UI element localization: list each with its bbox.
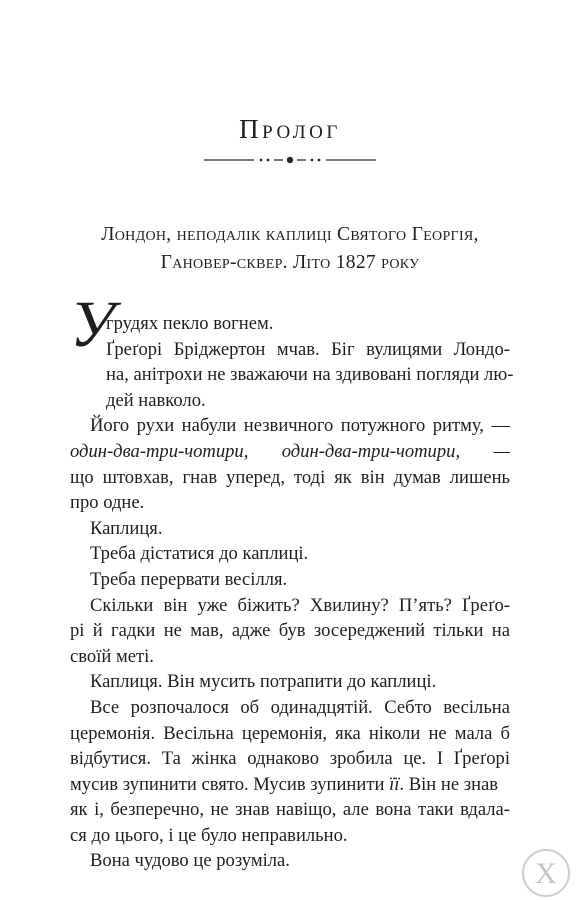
- text-line: [70, 772, 510, 798]
- text-line: церемонія. Весільна церемонія, яка ніколи не мала б: [70, 722, 510, 744]
- text-line: Ґреґорі Бріджертон мчав. Біг вулицями Лондо-: [106, 338, 510, 360]
- text-line: Його рухи набули незвичного потужного ритму, —: [90, 415, 510, 437]
- text-line: дей навколо.: [106, 389, 206, 411]
- location-line: Лондон, неподалік каплиці Святого Георгія,: [101, 224, 479, 245]
- text-line: що штовхав, гнав уперед, тоді як він думав лишень: [70, 466, 510, 488]
- drop-cap: У: [70, 288, 115, 361]
- text-line: Треба перервати весілля.: [90, 568, 288, 590]
- text-line: Скільки він уже біжить? Хвилину? П’ять? Ґреґо-: [90, 594, 510, 616]
- location-line: Гановер-сквер. Літо 1827 року: [160, 252, 420, 273]
- text-line: рі й гадки не мав, адже був зосереджений тільки на: [70, 620, 510, 642]
- italic-text: один-два-три-чотири, один-два-три-чотири, —: [70, 440, 510, 462]
- text-line: про одне.: [70, 492, 145, 514]
- text-line: відбутися. Та жінка однаково зробила це. І Ґреґорі: [70, 748, 510, 770]
- chapter-title: Пролог: [239, 114, 341, 144]
- text-line: Все розпочалося об одинадцятій. Себто весільна: [90, 696, 510, 718]
- body-text: [70, 311, 514, 874]
- italic-text: її: [389, 773, 400, 795]
- text-line: на, анітрохи не зважаючи на здивовані погляди лю-: [106, 364, 514, 386]
- text-segment: . Він не знав: [399, 773, 499, 795]
- ornament-divider: [202, 150, 378, 170]
- text-line: Треба дістатися до каплиці.: [90, 543, 309, 565]
- text-line: ся до цього, і це було неправильно.: [70, 824, 348, 846]
- publisher-watermark-icon: [521, 848, 571, 898]
- text-line: Вона чудово це розуміла.: [90, 850, 290, 872]
- text-line: грудях пекло вогнем.: [106, 313, 274, 334]
- text-line: Каплиця. Він мусить потрапити до каплиці.: [90, 671, 437, 693]
- text-segment: мусив зупинити свято. Мусив зупинити: [70, 773, 390, 795]
- text-line: своїй меті.: [70, 645, 154, 667]
- text-line: Каплиця.: [90, 517, 163, 539]
- location-heading: [62, 221, 518, 277]
- watermark-letter: Х: [535, 857, 557, 890]
- text-line: як і, безперечно, не знав навіщо, але вона таки вдала-: [70, 799, 510, 821]
- text-line: [70, 439, 510, 465]
